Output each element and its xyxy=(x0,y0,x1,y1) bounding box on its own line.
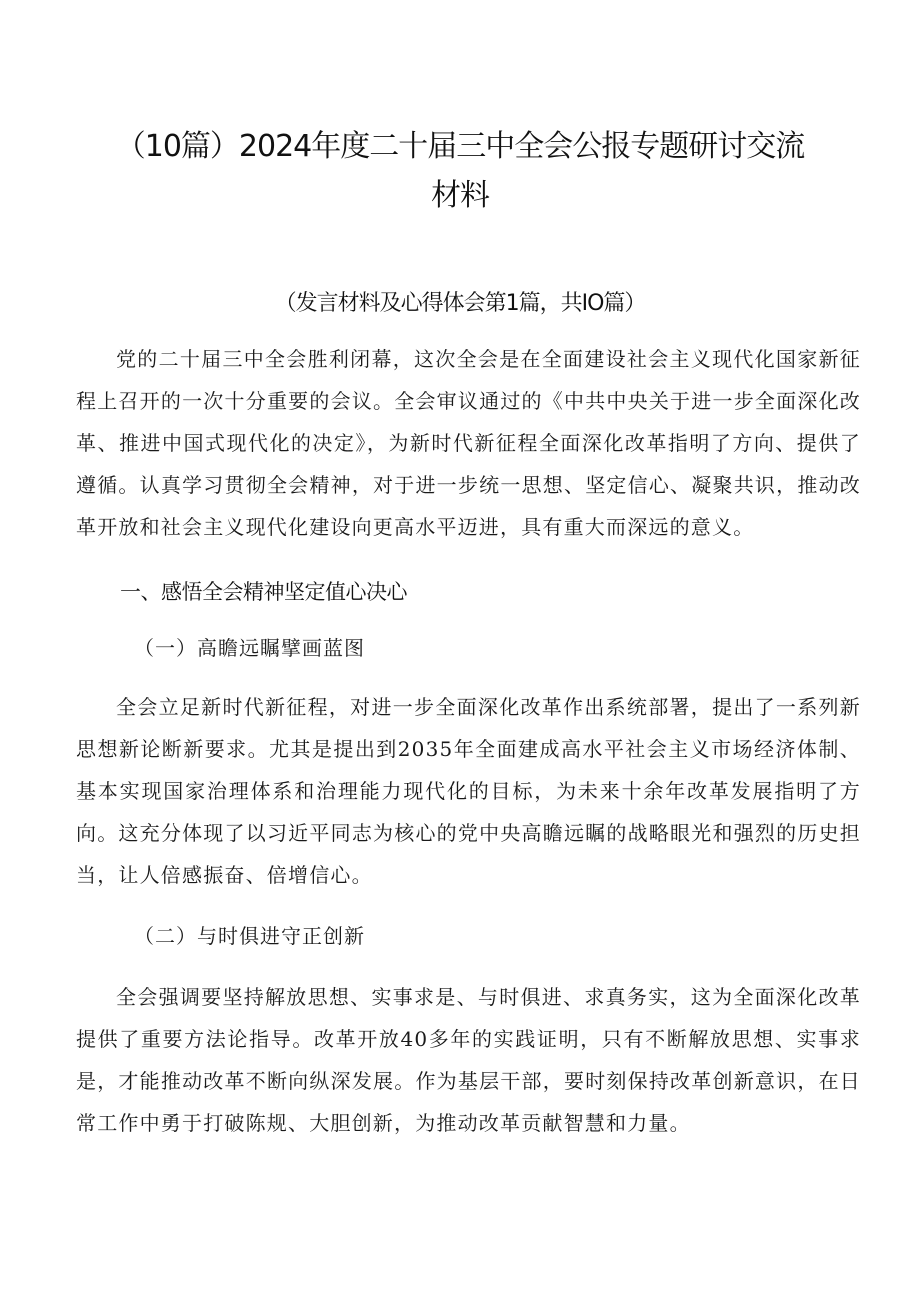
title-line-1: （10篇）2024年度二十届三中全会公报专题研讨交流 xyxy=(115,129,805,164)
subsection-1-heading: （一）高瞻远瞩擘画蓝图 xyxy=(134,636,365,660)
document-subtitle: （发言材料及心得体会第1篇，共IO篇） xyxy=(274,291,646,316)
intro-paragraph: 党的二十届三中全会胜利闭幕，这次全会是在全面建设社会主义现代化国家新征程上召开的一次十分重要的会议。全会审议通过的《中共中央关于进一步全面深化改革、推进中国式现代化的决定》，为新时代新征程全面深化改革指明了方向、提供了遵循。认真学习贯彻全会精神，对于进一步统一思想、坚定信心、凝聚共识，推动改革开放和社会主义现代化建设向更高水平迈进，具有重大而深远的意义。 xyxy=(76,347,861,539)
document-title xyxy=(90,122,830,220)
subsection-2-paragraph: 全会强调要坚持解放思想、实事求是、与时俱进、求真务实，这为全面深化改革提供了重要方法论指导。改革开放40多年的实践证明，只有不断解放思想、实事求是，才能推动改革不断向纵深发展。作为基层干部，要时刻保持改革创新意识，在日常工作中勇于打破陈规、大胆创新，为推动改革贡献智慧和力量。 xyxy=(76,985,861,1135)
title-line-2: 材料 xyxy=(431,178,489,213)
subsection-2-heading: （二）与时俱进守正创新 xyxy=(134,924,365,948)
section-1-heading: 一、感悟全会精神坚定值心决心 xyxy=(120,580,407,604)
subsection-1-paragraph: 全会立足新时代新征程，对进一步全面深化改革作出系统部署，提出了一系列新思想新论断新要求。尤其是提出到2035年全面建成高水平社会主义市场经济体制、基本实现国家治理体系和治理能力现代化的目标，为未来十余年改革发展指明了方向。这充分体现了以习近平同志为核心的党中央高瞻远瞩的战略眼光和强烈的历史担当，让人倍感振奋、倍增信心。 xyxy=(76,695,861,887)
